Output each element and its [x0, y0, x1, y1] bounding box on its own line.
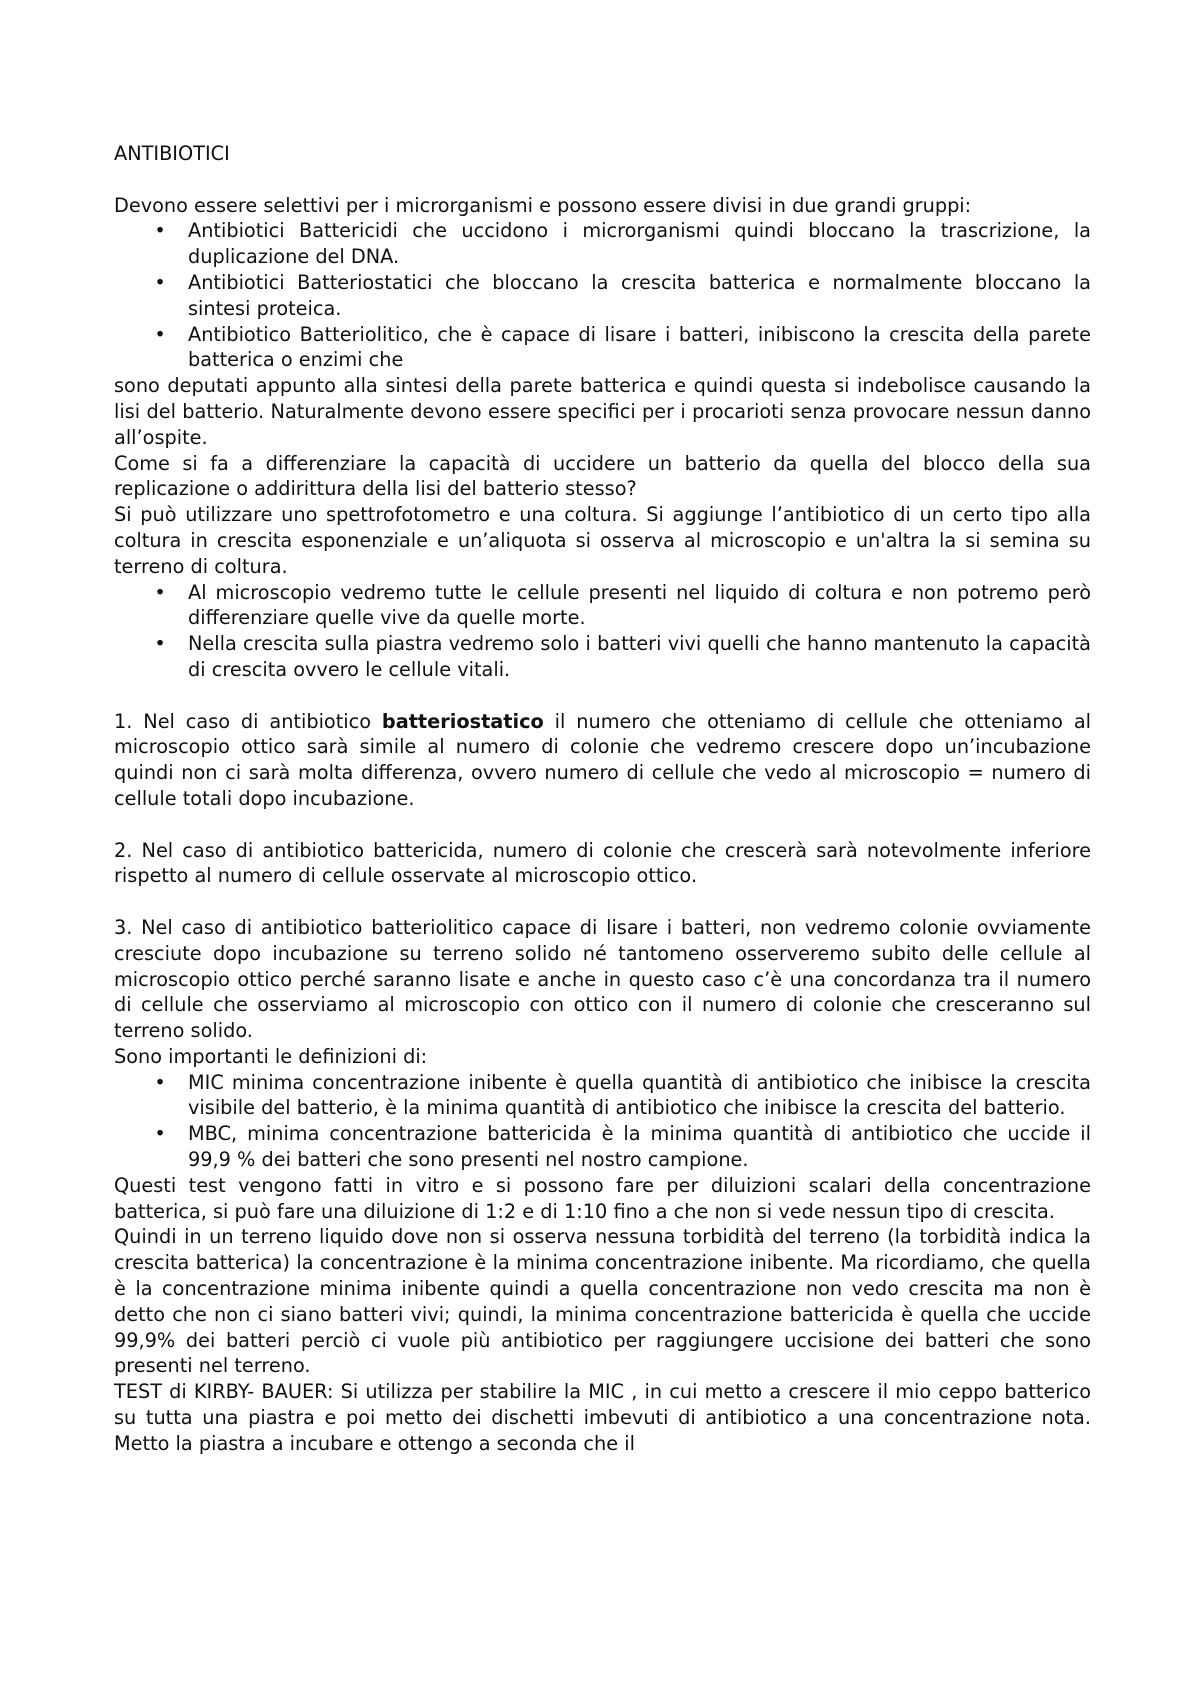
page-title: ANTIBIOTICI: [114, 142, 230, 165]
list-item: [114, 1121, 1091, 1173]
list-item-text: Al microscopio vedremo tutte le cellule presenti nel liquido di coltura e non potremo però differenziare quelle vive da quelle morte.: [188, 580, 1091, 630]
list-item-text: Antibiotici Battericidi che uccidono i microrganismi quindi bloccano la trascrizione, la duplicazione del DNA.: [188, 219, 1091, 269]
list-item: [114, 1070, 1091, 1122]
method-paragraph: Si può utilizzare uno spettrofotometro e una coltura. Si aggiunge l’antibiotico di un certo tipo alla coltura in crescita esponenziale e un’aliquota si osserva al microscopio e un'altra la si semina su terreno di coltura.: [114, 503, 1091, 578]
list-item: [114, 631, 1091, 683]
case-1-paragraph: [114, 709, 1091, 812]
case-3-paragraph: 3. Nel caso di antibiotico batteriolitico capace di lisare i batteri, non vedremo colonie ovviamente cresciute dopo incubazione su terreno solido né tantomeno osserveremo subito delle cellule al microscopio ottico perché saranno lisate e anche in questo caso c’è una concordanza tra il numero di cellule che osserviamo al microscopio con ottico con il numero di colonie che cresceranno sul terreno solido.: [114, 915, 1091, 1043]
observations-list: [114, 580, 1091, 683]
lysis-paragraph: sono deputati appunto alla sintesi della parete batterica e quindi questa si indebolisce causando la lisi del batterio. Naturalmente devono essere specifici per i procarioti senza provocare nessun danno all’ospite.: [114, 374, 1091, 449]
list-item-text: Antibiotico Batteriolitico, che è capace di lisare i batteri, inibiscono la crescita della parete batterica o enzimi che: [188, 322, 1091, 372]
kirby-bauer-paragraph: TEST di KIRBY- BAUER: Si utilizza per stabilire la MIC , in cui metto a crescere il mio ceppo batterico su tutta una piastra e poi metto dei dischetti imbevuti di antibiotico a una concentrazione nota. Metto la piastra a incubare e ottengo a seconda che il: [114, 1380, 1091, 1455]
intro-paragraph: Devono essere selettivi per i microrganismi e possono essere divisi in due grandi gruppi:: [114, 193, 972, 217]
list-item-text: Antibiotici Batteriostatici che bloccano la crescita batterica e normalmente bloccano la sintesi proteica.: [188, 270, 1091, 320]
antibiotic-groups-list: [114, 218, 1091, 373]
bullet-icon: •: [154, 219, 166, 243]
list-item-text: Nella crescita sulla piastra vedremo solo i batteri vivi quelli che hanno mantenuto la capacità di crescita ovvero le cellule vitali.: [188, 632, 1091, 681]
spacer: [114, 889, 1091, 915]
list-item-text: MIC minima concentrazione inibente è quella quantità di antibiotico che inibisce la crescita visibile del batterio, è la minima quantità di antibiotico che inibisce la crescita del batterio.: [188, 1070, 1091, 1120]
bullet-icon: •: [154, 580, 166, 604]
tests-paragraph: Questi test vengono fatti in vitro e si possono fare per diluizioni scalari della concentrazione batterica, si può fare una diluizione di 1:2 e di 1:10 fino a che non si vede nessun tipo di crescita.: [114, 1173, 1091, 1223]
question-paragraph: Come si fa a differenziare la capacità di uccidere un batterio da quella del blocco della sua replicazione o addirittura della lisi del batterio stesso?: [114, 451, 1091, 501]
bullet-icon: •: [154, 632, 166, 656]
case-1-keyword: batteriostatico: [381, 709, 544, 733]
bullet-icon: •: [154, 322, 166, 346]
spacer: [114, 812, 1091, 838]
definitions-intro: Sono importanti le definizioni di:: [114, 1044, 428, 1068]
list-item: [114, 322, 1091, 374]
definitions-list: [114, 1070, 1091, 1173]
bullet-icon: •: [154, 270, 166, 294]
liquid-paragraph: Quindi in un terreno liquido dove non si osserva nessuna torbidità del terreno (la torbidità indica la crescita batterica) la concentrazione è la minima concentrazione inibente. Ma ricordiamo, che quella è la concentrazione minima inibente quindi a quella concentrazione non vedo crescita ma non è detto che non ci siano batteri vivi; quindi, la minima concentrazione battericida è quella che uccide 99,9% dei batteri perciò ci vuole più antibiotico per raggiungere uccisione dei batteri che sono presenti nel terreno.: [114, 1225, 1091, 1378]
case-2-paragraph: 2. Nel caso di antibiotico battericida, numero di colonie che crescerà sarà notevolmente inferiore rispetto al numero di cellule osservate al microscopio ottico.: [114, 838, 1091, 888]
bullet-icon: •: [154, 1070, 166, 1094]
case-1-prefix: 1. Nel caso di antibiotico: [114, 709, 382, 733]
bullet-icon: •: [154, 1122, 166, 1146]
case-1-text: il numero che otteniamo di cellule che otteniamo al microscopio ottico sarà simile al numero di colonie che vedremo crescere dopo un’incubazione quindi non ci sarà molta differenza, ovvero numero di cellule che vedo al microscopio = numero di cellule totali dopo incubazione.: [114, 709, 1091, 810]
list-item: [114, 218, 1091, 270]
list-item-text: MBC, minima concentrazione battericida è la minima quantità di antibiotico che uccide il 99,9 % dei batteri che sono presenti nel nostro campione.: [188, 1122, 1091, 1172]
spacer: [114, 683, 1091, 709]
list-item: [114, 580, 1091, 632]
list-item: [114, 270, 1091, 322]
